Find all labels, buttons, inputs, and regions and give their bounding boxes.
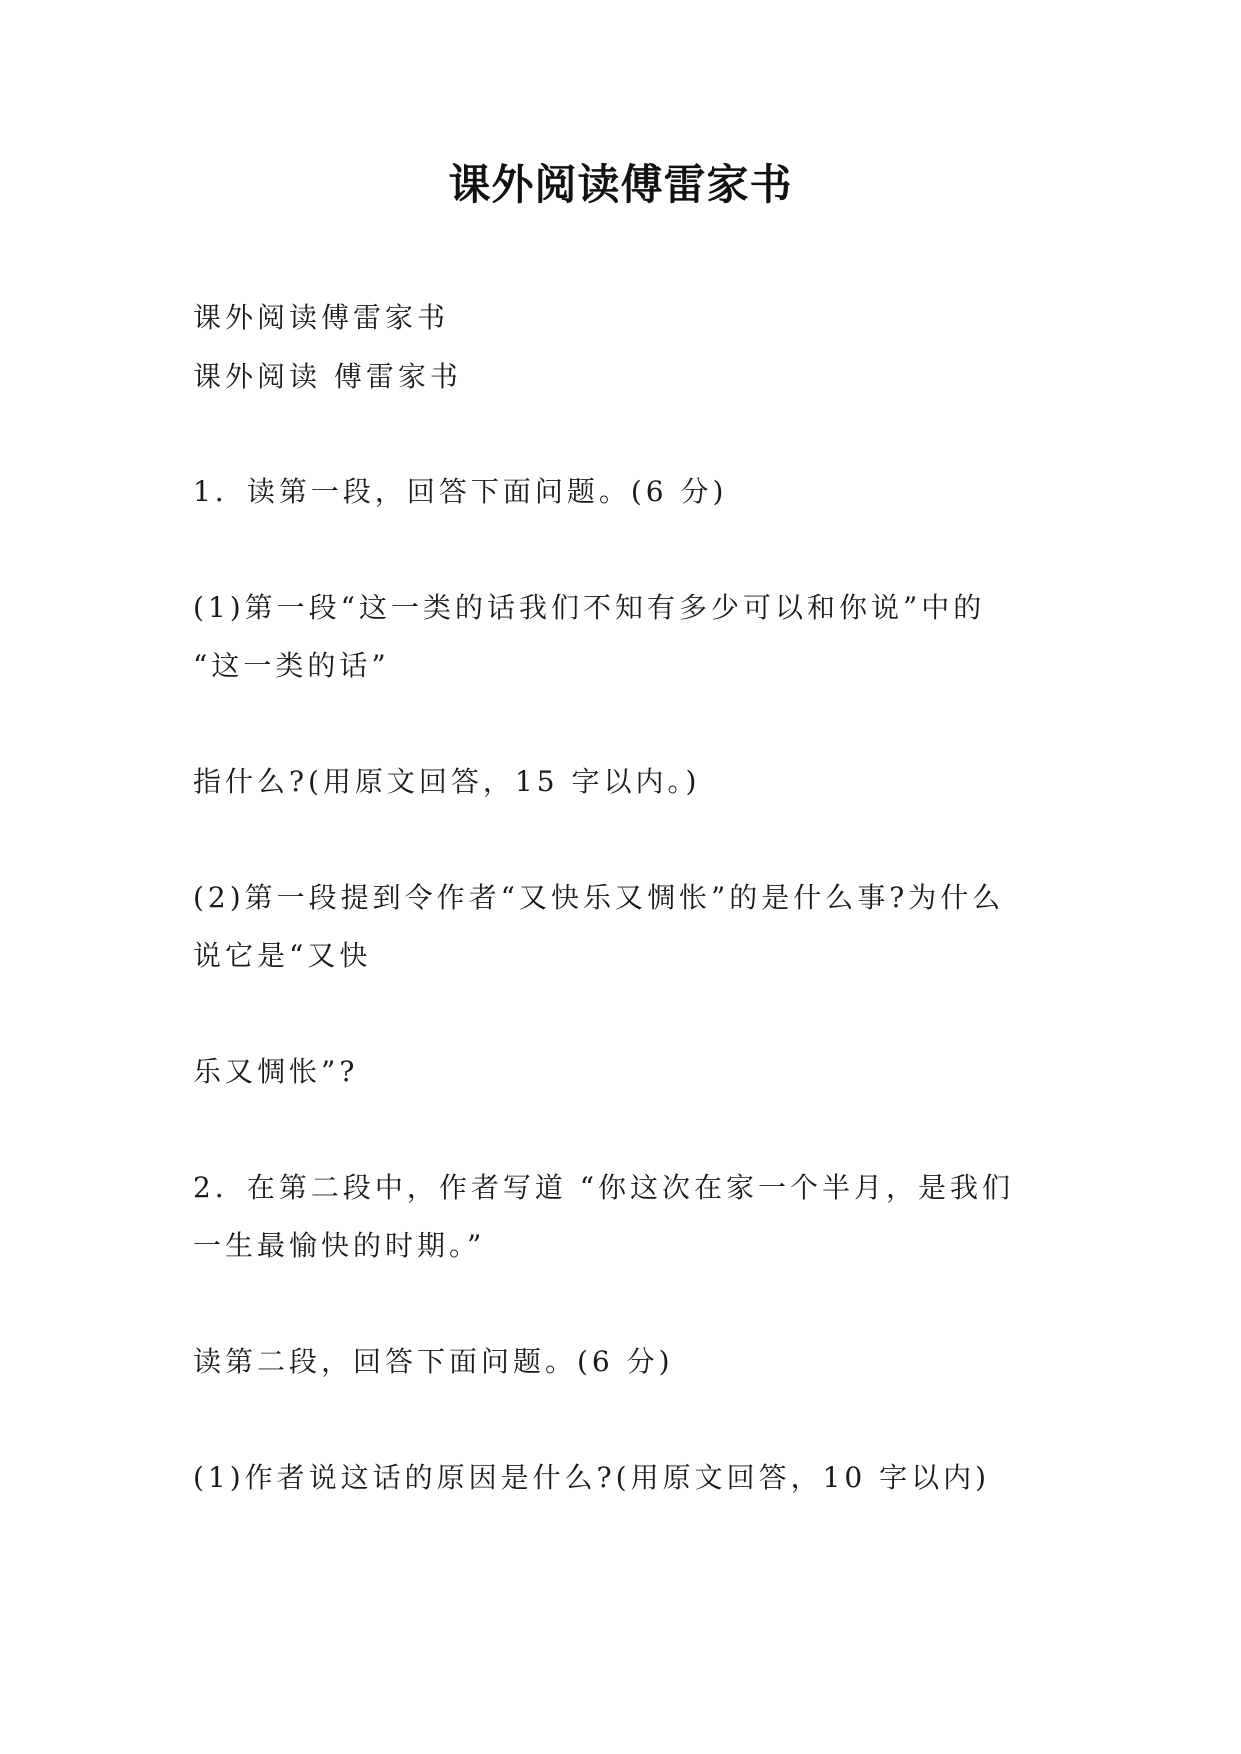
subtitle-line: 课外阅读傅雷家书: [193, 301, 450, 334]
subtitle-line-spaced: 课外阅读 傅雷家书: [193, 360, 462, 393]
question-1-part-1-line-3: 指什么?(用原文回答，15 字以内。): [193, 765, 701, 798]
question-1-part-1-line-2: “这一类的话”: [193, 649, 390, 682]
question-2-part-1: (1)作者说这话的原因是什么?(用原文回答，10 字以内): [193, 1461, 991, 1494]
question-2-line-1: 2．在第二段中，作者写道 “你这次在家一个半月，是我们: [193, 1171, 1015, 1204]
question-1-heading: 1．读第一段，回答下面问题。(6 分): [193, 475, 728, 508]
question-2-heading: 读第二段，回答下面问题。(6 分): [193, 1345, 674, 1378]
question-1-part-1-line-1: (1)第一段“这一类的话我们不知有多少可以和你说”中的: [193, 591, 986, 624]
question-1-part-2-line-3: 乐又惆怅”?: [193, 1055, 359, 1088]
question-2-line-2: 一生最愉快的时期。”: [193, 1229, 486, 1262]
document-title: 课外阅读傅雷家书: [448, 160, 793, 209]
question-1-part-2-line-2: 说它是“又快: [193, 939, 372, 972]
question-1-part-2-line-1: (2)第一段提到令作者“又快乐又惆怅”的是什么事?为什么: [193, 881, 1005, 914]
